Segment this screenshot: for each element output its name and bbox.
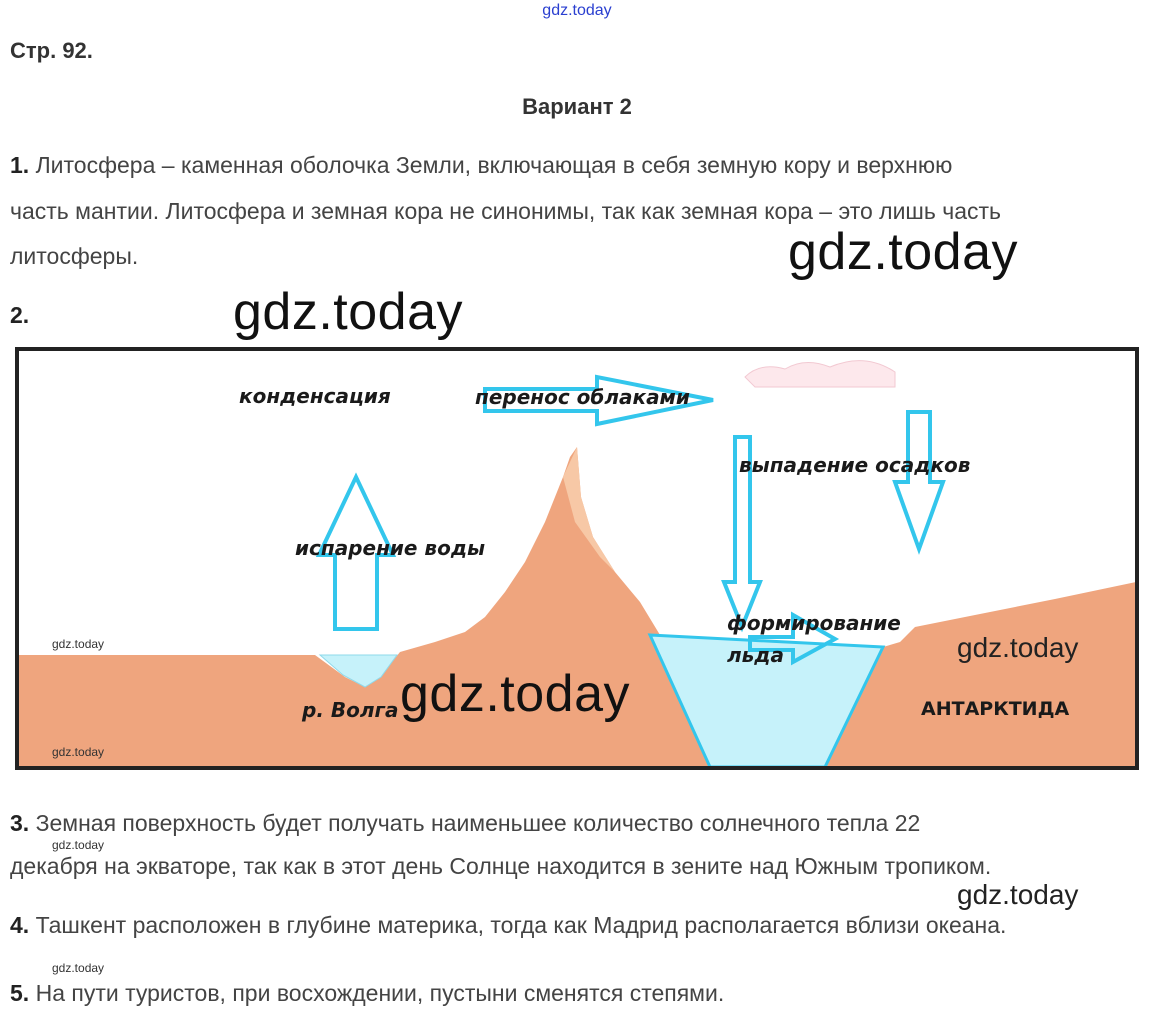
label-precipitation: выпадение осадков (739, 453, 971, 477)
watermark-large: gdz.today (400, 665, 630, 723)
label-condensation: конденсация (239, 384, 391, 408)
label-cloud-transfer: перенос облаками (475, 385, 690, 409)
watermark-large: gdz.today (233, 283, 463, 341)
label-evaporation: испарение воды (295, 536, 486, 560)
answer-2-number: 2. (10, 302, 30, 328)
page-number: Стр. 92. (10, 38, 93, 63)
watermark-small: gdz.today (52, 838, 105, 852)
label-antarctica: АНТАРКТИДА (921, 698, 1070, 720)
answer-1-line-2: часть мантии. Литосфера и земная кора не синонимы, так как земная кора – это лишь часть (10, 198, 1002, 224)
watermark-large: gdz.today (788, 223, 1018, 281)
top-watermark: gdz.today (542, 2, 612, 19)
answer-3-number: 3. (10, 810, 30, 836)
label-ice-formation-2: льда (727, 643, 784, 667)
answer-3-line-2: декабря на экваторе, так как в этот день Солнце находится в зените над Южным тропиком. (10, 853, 992, 879)
variant-title: Вариант 2 (522, 94, 632, 119)
answer-1-number: 1. (10, 152, 30, 178)
answer-4-number: 4. (10, 912, 30, 938)
answer-3-text-1: Земная поверхность будет получать наименьшее количество солнечного тепла 22 (35, 810, 921, 836)
watermark-small: gdz.today (52, 745, 105, 759)
answer-5-text-1: На пути туристов, при восхождении, пустыни сменятся степями. (35, 980, 725, 1006)
answer-5-line-1 (10, 980, 724, 1007)
label-ice-formation-1: формирование (727, 611, 901, 635)
answer-1-line-3: литосферы. (10, 243, 139, 269)
label-river: р. Волга (302, 698, 399, 722)
answer-3-line-1 (10, 810, 920, 837)
watermark-medium: gdz.today (957, 632, 1079, 663)
answer-4-text-1: Ташкент расположен в глубине материка, тогда как Мадрид располагается вблизи океана. (35, 912, 1007, 938)
answer-1-text-1: Литосфера – каменная оболочка Земли, включающая в себя земную кору и верхнюю (35, 152, 953, 178)
answer-1-line-1 (10, 152, 952, 179)
answer-4-line-1 (10, 912, 1006, 939)
watermark-medium: gdz.today (957, 879, 1079, 910)
watermark-small: gdz.today (52, 637, 105, 651)
watermark-small: gdz.today (52, 961, 105, 975)
answer-5-number: 5. (10, 980, 30, 1006)
